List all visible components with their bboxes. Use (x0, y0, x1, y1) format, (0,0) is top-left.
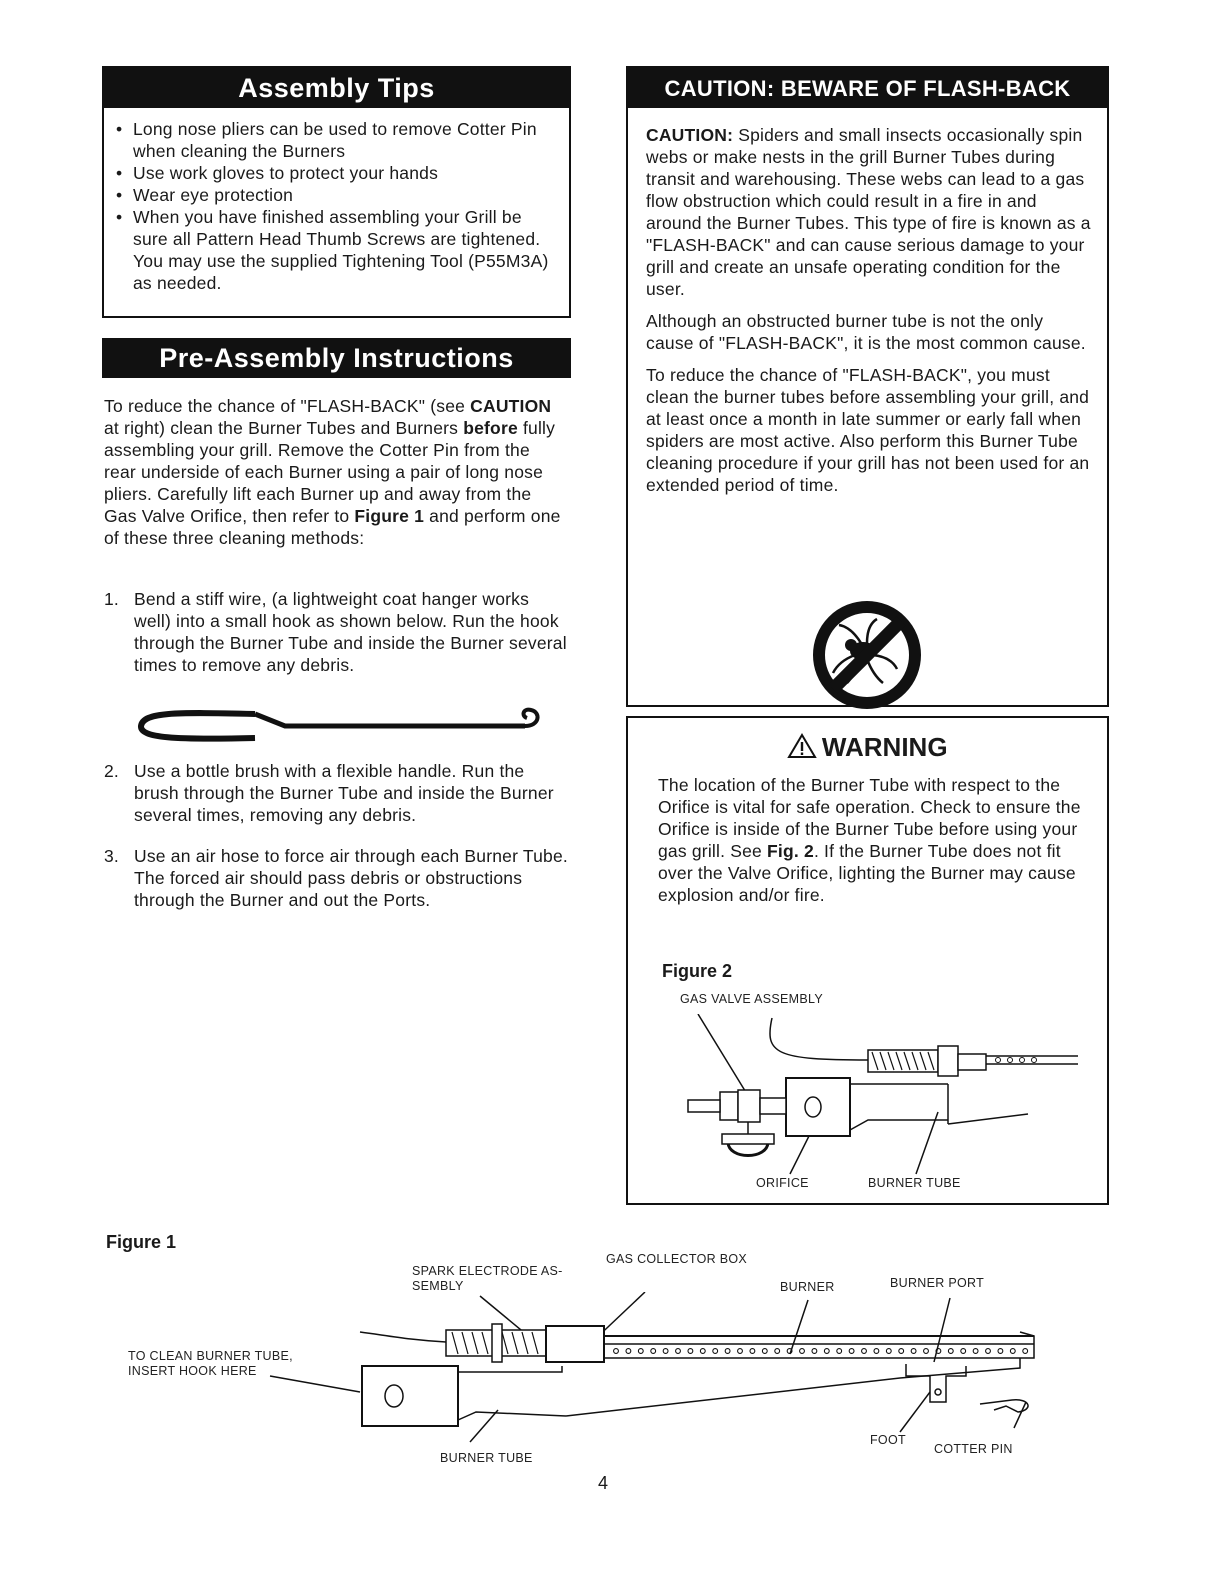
tip-item: • When you have finished assembling your Grill be sure all Pattern Head Thumb Screws are tightened. You may use the supplied Tightening Tool (P55M3A) as needed. (104, 206, 561, 294)
no-spider-icon (811, 599, 923, 711)
cleaning-steps-list (104, 588, 568, 676)
burner-port-hole (899, 1349, 904, 1354)
figure-2-diagram (668, 1014, 1088, 1182)
step-item (104, 845, 568, 911)
burner-port-hole (725, 1349, 730, 1354)
warning-heading (628, 732, 1107, 762)
burner-port-hole (688, 1349, 693, 1354)
warning-text (628, 762, 1107, 906)
burner-port-hole (911, 1349, 916, 1354)
step-text: Use an air hose to force air through each Burner Tube. The forced air should pass debris or obstructions through the Burner and out the Ports. (134, 846, 568, 910)
burner-port-hole (886, 1349, 891, 1354)
intro-caution-ref: CAUTION (470, 396, 552, 416)
assembly-tips-list (104, 108, 569, 294)
step-number: 2. (104, 761, 119, 781)
burner-port-hole (986, 1349, 991, 1354)
caution-box (626, 66, 1109, 707)
caution-text: Spiders and small insects occasionally spin webs or make nests in the grill Burner Tubes during transit and warehousing. These webs can lead to a gas flow obstruction which could result in a fire in and around the Burner Tubes. This type of fire is known as a "FLASH-BACK" and can cause serious damage to your grill and create an unsafe operating condition for the user. (646, 125, 1091, 299)
tip-item: • Long nose pliers can be used to remove Cotter Pin when cleaning the Burners (104, 118, 561, 162)
warning-box (626, 716, 1109, 1205)
burner-port-hole (812, 1349, 817, 1354)
figure-1-label-spark-2: SEMBLY (412, 1279, 464, 1293)
burner-port-hole (824, 1349, 829, 1354)
burner-port-hole (750, 1349, 755, 1354)
hook-wire-illustration (135, 702, 555, 746)
burner-port-hole (638, 1349, 643, 1354)
assembly-tips-title: Assembly Tips (104, 68, 569, 108)
burner-port-hole (626, 1349, 631, 1354)
figure-2-label-orifice: ORIFICE (756, 1176, 809, 1190)
burner-port-hole (738, 1349, 743, 1354)
step-text: Bend a stiff wire, (a lightweight coat hanger works well) into a small hook as shown below. Run the hook through the Burner Tube and inside the Burner several times to remove any debris. (134, 589, 567, 675)
figure-2-caption: Figure 2 (662, 961, 733, 981)
step-item (104, 588, 568, 676)
figure-1-label-cotter-pin: COTTER PIN (934, 1442, 1013, 1456)
pre-assembly-title: Pre-Assembly Instructions (102, 338, 571, 378)
tip-item: • Wear eye protection (104, 184, 561, 206)
caution-label: CAUTION: (646, 125, 734, 145)
burner-port-hole (676, 1349, 681, 1354)
step-number: 3. (104, 846, 119, 866)
figure-1-caption: Figure 1 (106, 1232, 177, 1252)
burner-port-hole (1010, 1349, 1015, 1354)
burner-port-hole (849, 1349, 854, 1354)
burner-port-hole (614, 1349, 619, 1354)
burner-port-hole (713, 1349, 718, 1354)
caution-paragraph-2: Although an obstructed burner tube is not the only cause of "FLASH-BACK", it is the most common cause. (646, 311, 1086, 353)
intro-before: before (463, 418, 518, 438)
assembly-tips-box (102, 66, 571, 318)
step-item (104, 760, 568, 826)
warning-text-part: . If the Burner Tube does not fit over the Valve Orifice, lighting the Burner may cause explosion and/or fire. (658, 841, 1076, 905)
caution-paragraph-1 (646, 124, 1095, 300)
burner-port-hole (948, 1349, 953, 1354)
figure-1-label-spark-1: SPARK ELECTRODE AS- (412, 1264, 563, 1278)
figure-1-label-clean-2: INSERT HOOK HERE (128, 1364, 257, 1378)
warning-text-part: The location of the Burner Tube with respect to the Orifice is vital for safe operation. Check to ensure the Orifice is inside of the Burner Tube before using your gas grill. See (658, 775, 1081, 861)
tip-item: • Use work gloves to protect your hands (104, 162, 561, 184)
cleaning-steps-list-2 (104, 760, 568, 911)
burner-port-hole (775, 1349, 780, 1354)
figure-1-label-clean-1: TO CLEAN BURNER TUBE, (128, 1349, 293, 1363)
burner-port-hole (700, 1349, 705, 1354)
burner-port-hole (663, 1349, 668, 1354)
burner-port-hole (651, 1349, 656, 1354)
figure-1-label-burner: BURNER (780, 1280, 835, 1294)
figure-1-label-burner-port: BURNER PORT (890, 1276, 985, 1290)
burner-port-hole (961, 1349, 966, 1354)
pre-assembly-intro (104, 395, 566, 549)
burner-port-hole (874, 1349, 879, 1354)
step-text: Use a bottle brush with a flexible handle. Run the brush through the Burner Tube and inside the Burner several times, removing any debris. (134, 761, 554, 825)
figure-1-label-foot: FOOT (870, 1433, 906, 1447)
page-number: 4 (598, 1473, 609, 1493)
burner-port-hole (837, 1349, 842, 1354)
burner-port-hole (1023, 1349, 1028, 1354)
burner-port-hole (998, 1349, 1003, 1354)
burner-port-hole (800, 1349, 805, 1354)
figure-2-label-gas-valve: GAS VALVE ASSEMBLY (680, 992, 823, 1006)
intro-text: and perform one of these three cleaning methods: (104, 506, 561, 548)
intro-text: To reduce the chance of "FLASH-BACK" (see (104, 396, 471, 416)
burner-port-hole (762, 1349, 767, 1354)
warning-triangle-icon (787, 733, 817, 759)
figure-1-label-burner-tube: BURNER TUBE (440, 1451, 533, 1465)
burner-port-hole (973, 1349, 978, 1354)
figure-1-label-gas-collector: GAS COLLECTOR BOX (606, 1252, 748, 1266)
step-number: 1. (104, 589, 119, 609)
warning-title: WARNING (821, 732, 948, 762)
caution-title: CAUTION: BEWARE OF FLASH-BACK (628, 68, 1107, 108)
warning-fig-ref: Fig. 2 (767, 841, 814, 861)
burner-port-hole (862, 1349, 867, 1354)
intro-figure-ref: Figure 1 (354, 506, 425, 526)
intro-text: at right) clean the Burner Tubes and Burners (104, 418, 464, 438)
burner-port-hole (924, 1349, 929, 1354)
figure-1-diagram (250, 1292, 1050, 1458)
intro-text: fully assembling your grill. Remove the Cotter Pin from the rear underside of each Burner using a pair of long nose pliers. Carefully lift each Burner up and away from the Gas Valve Orifice, then refer to (104, 418, 556, 526)
figure-2-label-burner-tube: BURNER TUBE (868, 1176, 961, 1190)
caution-paragraph-3: To reduce the chance of "FLASH-BACK", you must clean the burner tubes before assembling your grill, and at least once a month in late summer or early fall when spiders are most active. Also perform this Burner Tube cleaning procedure if your grill has not been used for an extended period of time. (646, 365, 1090, 495)
